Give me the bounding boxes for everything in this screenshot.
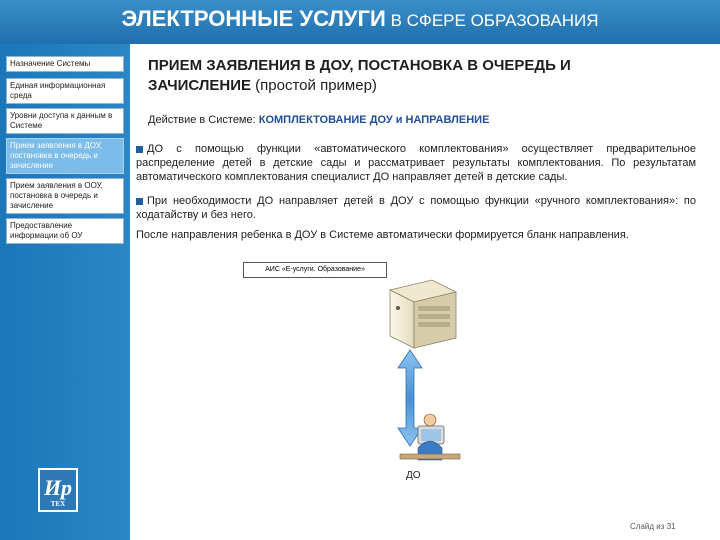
paragraph-text: ДО с помощью функции «автоматического комплектования» осуществляет предварительное распределение детей в детские сады и рассматривает результаты комплектования. По результатам автоматического комплектования специалист ДО направляет детей в детские сады.: [136, 143, 696, 183]
action-prefix: Действие в Системе:: [148, 114, 259, 126]
sidebar-item-label: Уровни доступа к данным в Системе: [10, 111, 113, 130]
user-label: ДО: [406, 470, 421, 481]
sidebar-item-access-levels[interactable]: [6, 108, 124, 134]
sidebar: [0, 44, 130, 540]
header-bar: [0, 0, 720, 44]
logo-subtext: ТЕХ: [50, 500, 66, 508]
sidebar-item-info-environment[interactable]: [6, 78, 124, 104]
sidebar-item-label: Назначение Системы: [10, 59, 91, 68]
server-label: АИС «Е-услуги. Образование»: [243, 262, 387, 278]
page-title-line2: ЗАЧИСЛЕНИЕ: [148, 77, 252, 94]
header-title: [0, 6, 720, 32]
sidebar-item-oou-application[interactable]: [6, 178, 124, 214]
sidebar-item-dou-application[interactable]: [6, 138, 124, 174]
header-title-bold: ЭЛЕКТРОННЫЕ УСЛУГИ: [121, 6, 386, 31]
paragraph-text: После направления ребенка в ДОУ в Системе автоматически формируется бланк направления.: [136, 229, 629, 241]
sidebar-item-label: Прием заявления в ООУ, постановка в очередь и зачисление: [10, 181, 103, 210]
sidebar-item-purpose[interactable]: [6, 56, 124, 72]
logo-text: Ир: [43, 475, 73, 500]
company-logo: [38, 468, 78, 512]
bullet-icon: [136, 198, 143, 205]
sidebar-item-ou-info[interactable]: [6, 218, 124, 244]
page-title-sub: (простой пример): [251, 77, 377, 94]
sidebar-item-label: Прием заявления в ДОУ, постановка в очередь и зачисление: [10, 141, 103, 170]
paragraph-manual-assignment: [136, 194, 696, 222]
system-action: [148, 114, 489, 126]
sidebar-item-label: Предоставление информации об ОУ: [10, 221, 83, 240]
page-title-line1: ПРИЕМ ЗАЯВЛЕНИЯ В ДОУ, ПОСТАНОВКА В ОЧЕРЕДЬ И: [148, 57, 571, 74]
slide-number: Слайд из 31: [630, 522, 676, 531]
page-title: [148, 56, 708, 96]
server-icon: [390, 280, 456, 348]
sidebar-item-label: Единая информационная среда: [10, 81, 106, 100]
header-title-light: В СФЕРЕ ОБРАЗОВАНИЯ: [385, 11, 599, 30]
diagram: [360, 278, 470, 468]
paragraph-direction-form: [136, 228, 696, 242]
action-value: КОМПЛЕКТОВАНИЕ ДОУ и НАПРАВЛЕНИЕ: [258, 114, 490, 126]
paragraph-text: При необходимости ДО направляет детей в ДОУ с помощью функции «ручного комплектования»: по ходатайству и без него.: [136, 195, 696, 221]
bullet-icon: [136, 146, 143, 153]
paragraph-auto-assignment: [136, 142, 696, 184]
